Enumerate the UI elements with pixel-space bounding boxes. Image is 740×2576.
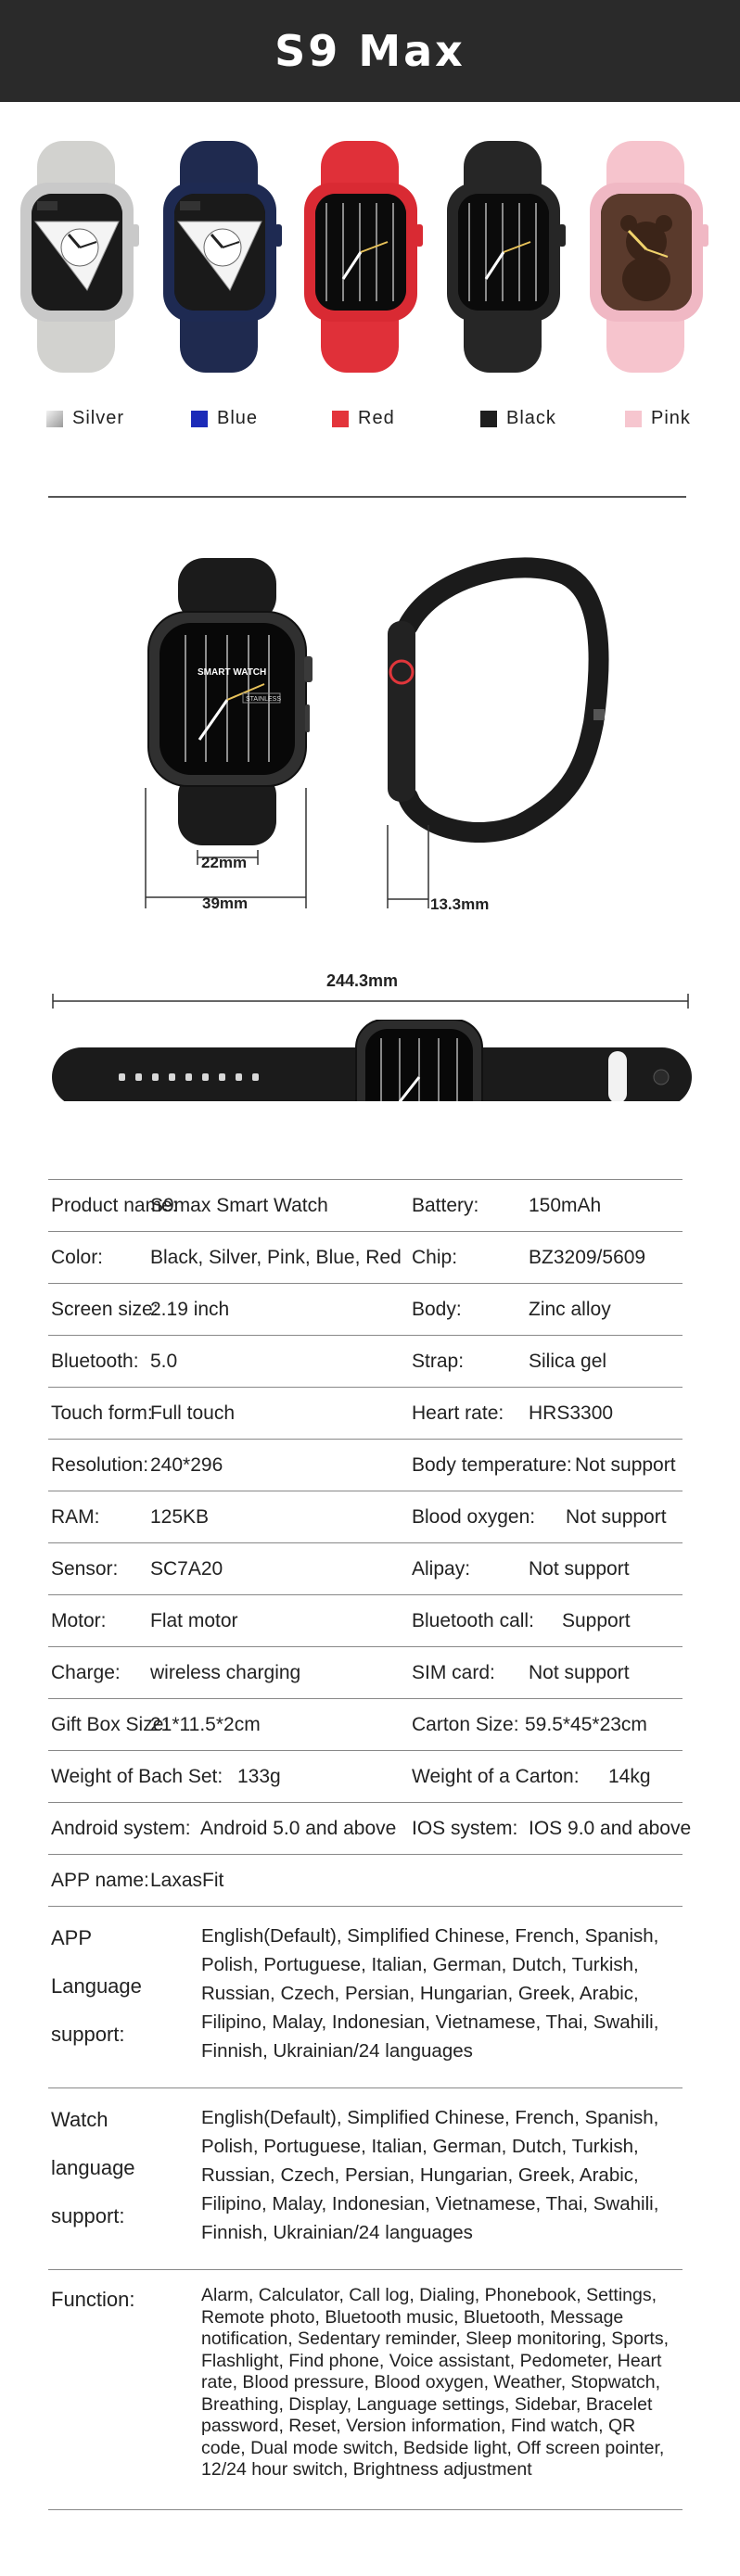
watch-screen	[174, 194, 265, 311]
spec-row	[48, 1232, 683, 1284]
block-label-line: Watch	[51, 2108, 108, 2131]
spec-value-right: Silica gel	[529, 1351, 607, 1372]
block-text: English(Default), Simplified Chinese, French, Spanish, Polish, Portuguese, Italian, German, Dutch, Turkish, Russian, Czech, Persian, Hungarian, Greek, Arabic, Filipino, Malay, Indonesian, Vietnamese, Thai, Swahili, Finnish, Ukrainian/24 languages	[201, 1925, 659, 2062]
watch-crown	[558, 224, 566, 247]
watch-crown	[415, 224, 423, 247]
spec-label-right: Body:	[412, 1299, 462, 1320]
spec-label-right: Heart rate:	[412, 1402, 504, 1424]
spec-label-right: Carton Size:	[412, 1714, 519, 1735]
side-buckle	[593, 709, 605, 720]
app-name-value: LaxasFit	[150, 1870, 224, 1891]
spec-value-left: S9max Smart Watch	[150, 1195, 328, 1216]
swatch-label: Blue	[217, 408, 259, 428]
total-length-line	[0, 992, 740, 1010]
spec-value-left: 21*11.5*2cm	[150, 1714, 261, 1735]
flat-band-loop	[608, 1051, 627, 1101]
spec-block-function	[48, 2270, 683, 2510]
swatch-label: Black	[506, 408, 556, 428]
swatch-pink[interactable]	[625, 408, 691, 429]
spec-row	[48, 1336, 683, 1388]
app-name-label: APP name:	[51, 1870, 149, 1891]
front-button	[305, 704, 310, 732]
front-crown	[304, 656, 313, 682]
spec-label-left: Charge:	[51, 1662, 121, 1683]
spec-label-right: Blood oxygen:	[412, 1506, 536, 1528]
spec-label-left: Android system:	[51, 1818, 191, 1839]
spec-row-app-name	[48, 1855, 683, 1907]
side-band	[408, 567, 599, 832]
spec-label-left: Bluetooth:	[51, 1351, 139, 1372]
block-text: Alarm, Calculator, Call log, Dialing, Phonebook, Settings, Remote photo, Bluetooth music, Bluetooth, Message notification, Sedentary reminder, Sleep monitoring, Sports, Flashlight, Find phone, Voice assistant, Pedometer, Heart rate, Blood pressure, Blood oxygen, Weather, Stopwatch, Breathing, Display, Language settings, Sidebar, Bracelet password, Reset, Version information, Find watch, QR code, Dual mode switch, Bedside light, Off screen pointer, 12/24 hour switch, Brightness adjustment	[201, 2285, 670, 2480]
watch-crown	[132, 224, 139, 247]
spec-row	[48, 1440, 683, 1491]
spec-label-right: Weight of a Carton:	[412, 1766, 580, 1787]
spec-label-right: Battery:	[412, 1195, 479, 1216]
front-face-brand: SMART WATCH	[198, 667, 267, 678]
spec-row	[48, 1543, 683, 1595]
spec-row	[48, 1751, 683, 1803]
swatch-silver[interactable]	[46, 408, 124, 429]
block-label-line: support:	[51, 2204, 125, 2227]
swatch-label: Pink	[651, 408, 691, 428]
watch-black	[438, 141, 568, 382]
spec-value-left: 240*296	[150, 1454, 223, 1476]
spec-value-left: 125KB	[150, 1506, 210, 1528]
spec-value-right: Not support	[575, 1454, 676, 1476]
spec-label-left: RAM:	[51, 1506, 100, 1528]
spec-row	[48, 1647, 683, 1699]
page-header	[0, 0, 740, 102]
swatch-blue[interactable]	[191, 408, 258, 429]
flat-band-view	[52, 1020, 692, 1101]
swatch-label: Silver	[72, 408, 125, 428]
spec-value-left: Android 5.0 and above	[200, 1818, 397, 1839]
flat-band-pin	[654, 1070, 669, 1085]
spec-value-right: Not support	[566, 1506, 667, 1528]
watch-screen	[315, 194, 406, 311]
block-label-line: support:	[51, 2023, 125, 2046]
side-crown	[390, 661, 413, 683]
total-length-label: 244.3mm	[326, 971, 399, 990]
spec-value-right: 150mAh	[529, 1195, 602, 1216]
swatch-chip	[191, 411, 208, 427]
variant-gallery	[0, 141, 740, 382]
spec-label-left: Product name:	[51, 1195, 178, 1216]
spec-row	[48, 1595, 683, 1647]
watch-pink	[581, 141, 710, 382]
spec-value-left: 2.19 inch	[150, 1299, 230, 1320]
block-label-line: Language	[51, 1974, 142, 1998]
watch-crown	[274, 224, 282, 247]
spec-label-right: Chip:	[412, 1247, 458, 1268]
swatch-chip	[625, 411, 642, 427]
spec-row	[48, 1388, 683, 1440]
spec-value-right: Not support	[529, 1662, 630, 1683]
spec-label-right: SIM card:	[412, 1662, 495, 1683]
spec-value-right: Support	[562, 1610, 631, 1631]
spec-label-left: Resolution:	[51, 1454, 149, 1476]
swatch-chip	[332, 411, 349, 427]
spec-label-left: Weight of Bach Set:	[51, 1766, 223, 1787]
spec-top-line	[48, 1179, 683, 1180]
watch-silver	[11, 141, 141, 382]
divider	[48, 496, 686, 498]
spec-row	[48, 1491, 683, 1543]
watch-blue	[154, 141, 284, 382]
swatch-label: Red	[358, 408, 395, 428]
spec-row	[48, 1699, 683, 1751]
color-swatches	[0, 408, 740, 436]
spec-label-left: Screen size:	[51, 1299, 159, 1320]
spec-label-right: Bluetooth call:	[412, 1610, 534, 1631]
flat-band-holes	[119, 1073, 259, 1081]
watch-screen	[601, 194, 692, 311]
spec-value-left: Flat motor	[150, 1610, 238, 1631]
front-face-sub: STAINLESS	[246, 696, 281, 703]
block-text: English(Default), Simplified Chinese, French, Spanish, Polish, Portuguese, Italian, German, Dutch, Turkish, Russian, Czech, Persian, Hungarian, Greek, Arabic, Filipino, Malay, Indonesian, Vietnamese, Thai, Swahili, Finnish, Ukrainian/24 languages	[201, 2107, 659, 2243]
spec-value-right: Not support	[529, 1558, 630, 1580]
swatch-black[interactable]	[480, 408, 556, 429]
dimension-svg	[0, 519, 740, 945]
watch-red	[295, 141, 425, 382]
spec-block-app-language	[48, 1907, 683, 2088]
spec-label-left: Sensor:	[51, 1558, 119, 1580]
spec-value-right: IOS 9.0 and above	[529, 1818, 692, 1839]
spec-value-left: 133g	[237, 1766, 281, 1787]
case-width-label: 39mm	[202, 895, 249, 912]
spec-value-left: SC7A20	[150, 1558, 223, 1580]
spec-row	[48, 1180, 683, 1232]
spec-value-right: BZ3209/5609	[529, 1247, 646, 1268]
spec-row	[48, 1284, 683, 1336]
watch-crown	[701, 224, 708, 247]
spec-value-right: Zinc alloy	[529, 1299, 611, 1320]
spec-block-watch-language	[48, 2088, 683, 2270]
page-title: S9 Max	[274, 26, 466, 76]
spec-value-left: Black, Silver, Pink, Blue, Red	[150, 1247, 402, 1268]
watch-screen	[32, 194, 122, 311]
spec-table	[48, 1180, 692, 2510]
thickness-label: 13.3mm	[430, 895, 490, 913]
spec-row	[48, 1803, 692, 1855]
dimension-drawing	[0, 519, 740, 990]
spec-value-left: wireless charging	[150, 1662, 301, 1683]
spec-label-left: Color:	[51, 1247, 104, 1268]
spec-value-left: Full touch	[150, 1402, 236, 1424]
side-case	[388, 621, 415, 802]
spec-value-left: 5.0	[150, 1351, 178, 1372]
block-label-line: APP	[51, 1926, 93, 1949]
spec-value-right: 14kg	[608, 1766, 651, 1787]
spec-value-right: HRS3300	[529, 1402, 614, 1424]
swatch-red[interactable]	[332, 408, 395, 429]
swatch-chip	[480, 411, 497, 427]
block-label: Function:	[51, 2288, 135, 2311]
watch-screen	[458, 194, 549, 311]
spec-label-right: Strap:	[412, 1351, 465, 1372]
spec-label-right: IOS system:	[412, 1818, 518, 1839]
screen-width-label: 22mm	[201, 854, 248, 871]
spec-label-right: Body temperature:	[412, 1454, 572, 1476]
spec-label-right: Alipay:	[412, 1558, 471, 1580]
spec-label-left: Touch form:	[51, 1402, 153, 1424]
block-label-line: language	[51, 2156, 135, 2179]
spec-label-left: Motor:	[51, 1610, 107, 1631]
spec-value-right: 59.5*45*23cm	[525, 1714, 647, 1735]
spec-label-left: Gift Box Size:	[51, 1714, 170, 1735]
swatch-chip	[46, 411, 63, 427]
